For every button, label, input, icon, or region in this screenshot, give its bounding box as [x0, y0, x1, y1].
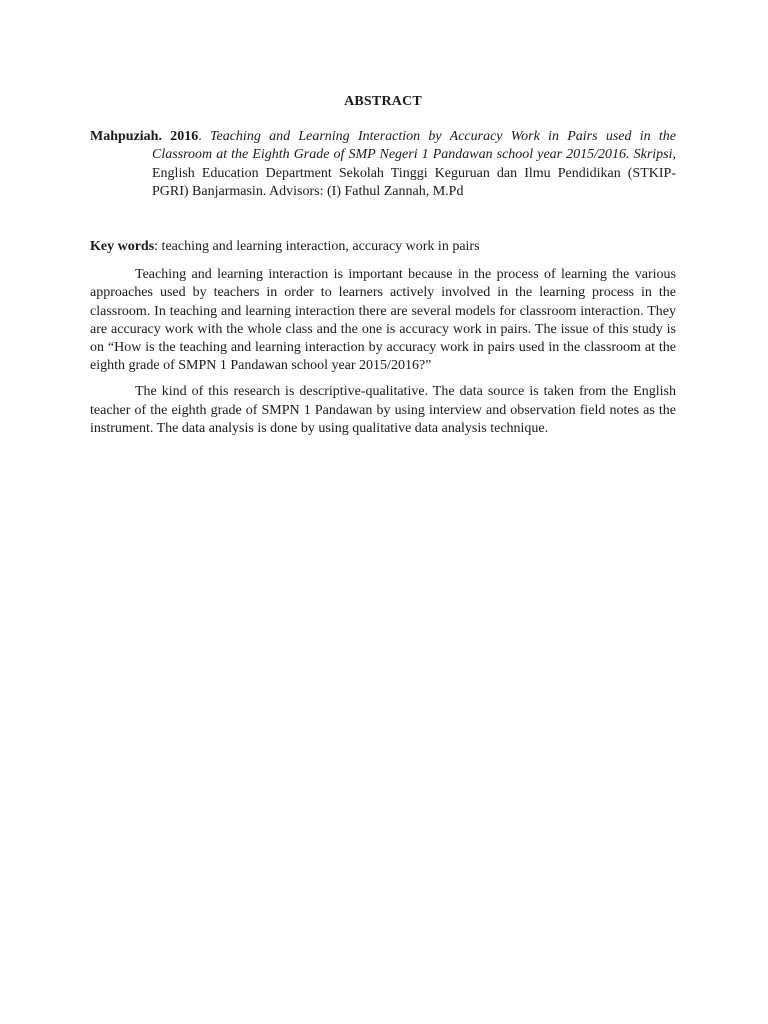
keywords: [90, 238, 676, 256]
citation-separator: .: [198, 129, 210, 145]
keywords-text: : teaching and learning interaction, accuracy work in pairs: [154, 239, 480, 255]
keywords-label: Key words: [90, 239, 155, 255]
abstract-content: [90, 93, 676, 446]
citation-skripsi: Skripsi,: [633, 147, 677, 163]
citation-title: Teaching and Learning Interaction by Accuracy Work in Pairs used in the Classroom at the Eighth Grade of SMP Negeri 1 Pandawan school year 2015/2016.: [152, 129, 676, 163]
citation-author: Mahpuziah. 2016: [90, 129, 199, 145]
citation: [90, 128, 676, 201]
citation-details: English Education Department Sekolah Tinggi Keguruan dan Ilmu Pendidikan (STKIP-PGRI) Banjarmasin. Advisors: (I) Fathul Zannah, M.Pd: [152, 165, 676, 199]
abstract-title: ABSTRACT: [344, 94, 422, 109]
abstract-paragraph-2: The kind of this research is descriptive-qualitative. The data source is taken from the English teacher of the eighth grade of SMPN 1 Pandawan by using interview and observation field notes as the instrument. The data analysis is done by using qualitative data analysis technique.: [90, 384, 676, 436]
abstract-paragraph-1: Teaching and learning interaction is important because in the process of learning the various approaches used by teachers in order to learners actively involved in the learning process in the classroom. In teaching and learning interaction there are several models for classroom interaction. They are accuracy work with the whole class and the one is accuracy work in pairs. The issue of this study is on “How is the teaching and learning interaction by accuracy work in pairs used in the classroom at the eighth grade of SMPN 1 Pandawan school year 2015/2016?”: [90, 267, 676, 374]
